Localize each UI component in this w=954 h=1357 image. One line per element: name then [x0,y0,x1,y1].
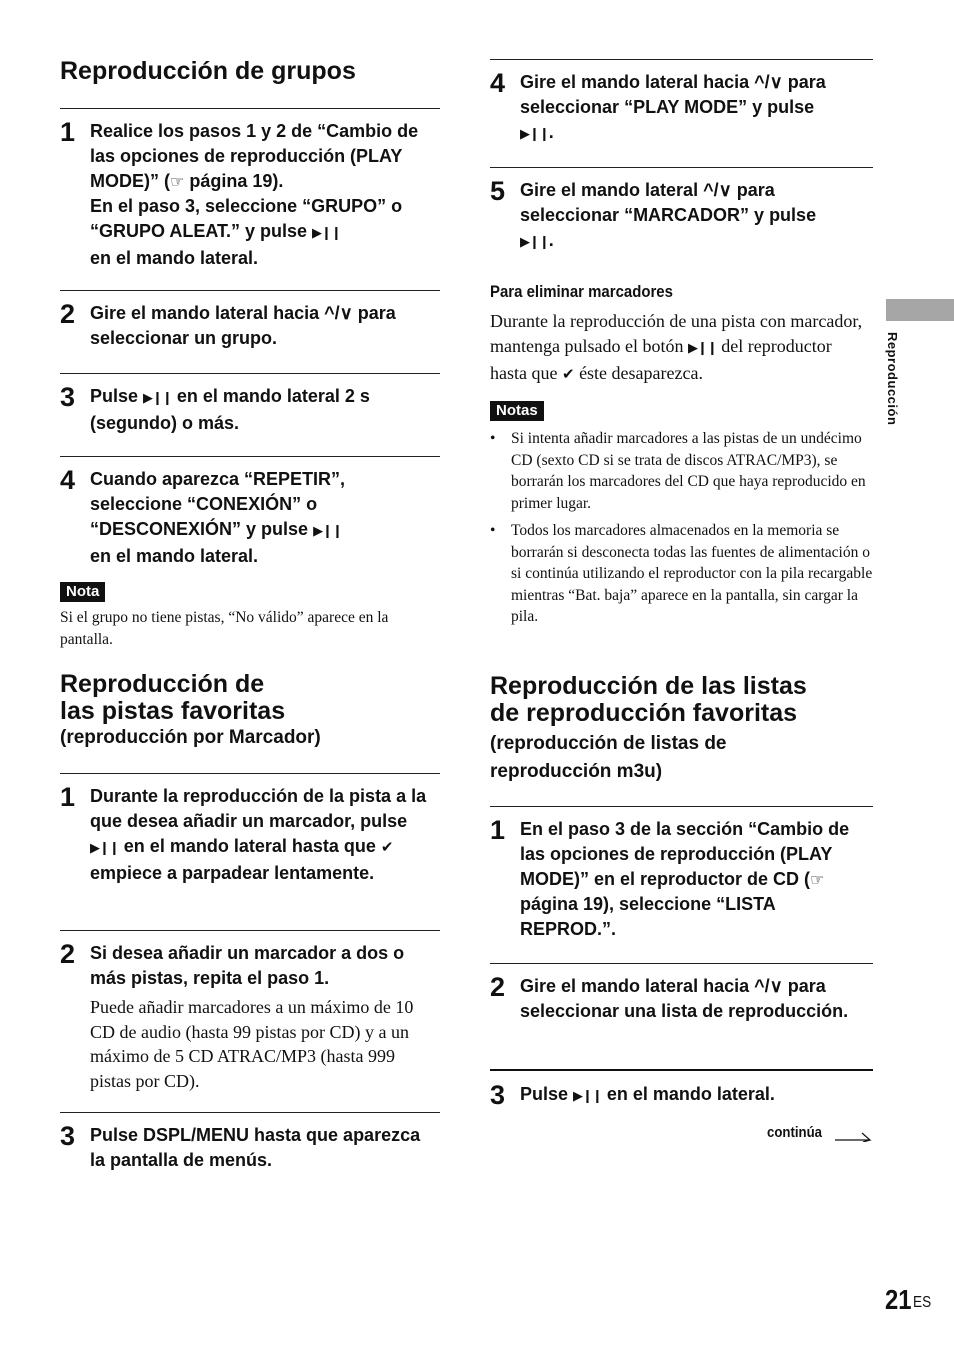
step-1: 1 En el paso 3 de la sección “Cambio de las opciones de reproducción (PLAY MODE)” en el reproductor de CD (☞ página 19), seleccione “LISTA REPROD.”. [490,815,850,939]
step-2: 2 Gire el mando lateral hacia ^/∨ para seleccionar un grupo. [60,299,396,348]
note-label: Nota [60,582,105,602]
step-3: 3 Pulse DSPL/MENU hasta que aparezca la pantalla de menús. [60,1121,421,1170]
notes-list [490,428,873,634]
section-subtitle: (reproducción de listas de reproducción m3u) [490,733,727,782]
play-pause-icon: ▶❙❙ [143,391,172,406]
up-down-icon: ^/∨ [703,180,732,200]
up-down-icon: ^/∨ [754,976,783,996]
play-pause-icon: ▶❙❙ [312,226,341,241]
hand-pointer-icon: ☞ [170,172,185,191]
divider [490,59,873,60]
divider [60,930,440,931]
play-pause-icon: ▶❙❙ [687,340,717,356]
play-pause-icon: ▶❙❙ [573,1089,602,1104]
up-down-icon: ^/∨ [324,303,353,323]
play-pause-icon: ▶❙❙ [90,841,119,856]
divider [490,1069,873,1071]
section-title-playlists: Reproducción de las listas de reproducción favoritas [490,672,807,727]
remove-bookmarks-text: Durante la reproducción de una pista con marcador, mantenga pulsado el botón ▶❙❙ del reproductor hasta que ✔ éste desaparezca. [490,311,863,383]
divider [60,456,440,457]
bookmark-icon: ✔ [561,365,575,383]
divider [60,373,440,374]
step-2: 2 Si desea añadir un marcador a dos o más pistas, repita el paso 1. Puede añadir marcadores a un máximo de 10 CD de audio (hasta 99 pistas por CD) y a un máximo de 5 CD ATRAC/MP3 (hasta 999 pistas por CD). [60,941,440,1093]
continued-arrow-icon [834,1130,872,1142]
step-3: 3 Pulse ▶❙❙ en el mando lateral. [490,1080,775,1110]
divider [60,108,440,109]
divider [60,1112,440,1113]
note-text: Si el grupo no tiene pistas, “No válido” aparece en la pantalla. [60,609,389,648]
section-subtitle: (reproducción por Marcador) [60,727,321,748]
divider [490,963,873,964]
step-4: 4 Gire el mando lateral hacia ^/∨ para seleccionar “PLAY MODE” y pulse ▶❙❙. [490,68,826,142]
hand-pointer-icon: ☞ [810,870,825,889]
note-item: • Todos los marcadores almacenados en la memoria se borrarán si desconecta todas las fuentes de alimentación o si continúa utilizando el reproductor con la pila recargable mientras “Bat. baja” aparece en la pantalla, sin cargar la pila. [490,520,873,628]
step-1: 1 Realice los pasos 1 y 2 de “Cambio de las opciones de reproducción (PLAY MODE)” (☞ página 19). En el paso 3, seleccione “GRUPO” o “GRUPO ALEAT.” y pulse ▶❙❙ en el mando lateral. [60,117,419,268]
step-2: 2 Gire el mando lateral hacia ^/∨ para seleccionar una lista de reproducción. [490,972,849,1021]
section-title-group-play: Reproducción de grupos [60,57,356,85]
divider [490,806,873,807]
page-language-code: ES [913,1294,932,1311]
continued-label: continúa [767,1124,822,1141]
step-body: Puede añadir marcadores a un máximo de 10 CD de audio (hasta 99 pistas por CD) y a un máximo de 5 CD ATRAC/MP3 (hasta 999 pistas por CD). [90,997,414,1091]
step-4: 4 Cuando aparezca “REPETIR”, seleccione “CONEXIÓN” o “DESCONEXIÓN” y pulse ▶❙❙ en el mando lateral. [60,465,346,566]
play-pause-icon: ▶❙❙ [520,127,549,142]
step-3: 3 Pulse ▶❙❙ en el mando lateral 2 s (segundo) o más. [60,382,370,433]
step-5: 5 Gire el mando lateral ^/∨ para seleccionar “MARCADOR” y pulse ▶❙❙. [490,176,817,250]
page-number: 21 [885,1284,912,1315]
section-tab [886,299,954,321]
play-pause-icon: ▶❙❙ [520,235,549,250]
bookmark-icon: ✔ [380,838,394,856]
notes-label: Notas [490,401,544,421]
divider [60,773,440,774]
note-item: • Si intenta añadir marcadores a las pistas de un undécimo CD (sexto CD si se trata de discos ATRAC/MP3), se borrarán los marcadores del CD que haya reproducido en primer lugar. [490,428,873,514]
up-down-icon: ^/∨ [754,72,783,92]
divider [60,290,440,291]
play-pause-icon: ▶❙❙ [313,524,342,539]
section-title-favorites: Reproducción de las pistas favoritas [60,670,286,725]
section-tab-label: Reproducción [885,332,900,426]
divider [490,167,873,168]
remove-bookmarks-heading: Para eliminar marcadores [490,282,673,301]
step-1: 1 Durante la reproducción de la pista a la que desea añadir un marcador, pulse ▶❙❙ en el mando lateral hasta que ✔ empiece a parpadear lentamente. [60,782,427,883]
